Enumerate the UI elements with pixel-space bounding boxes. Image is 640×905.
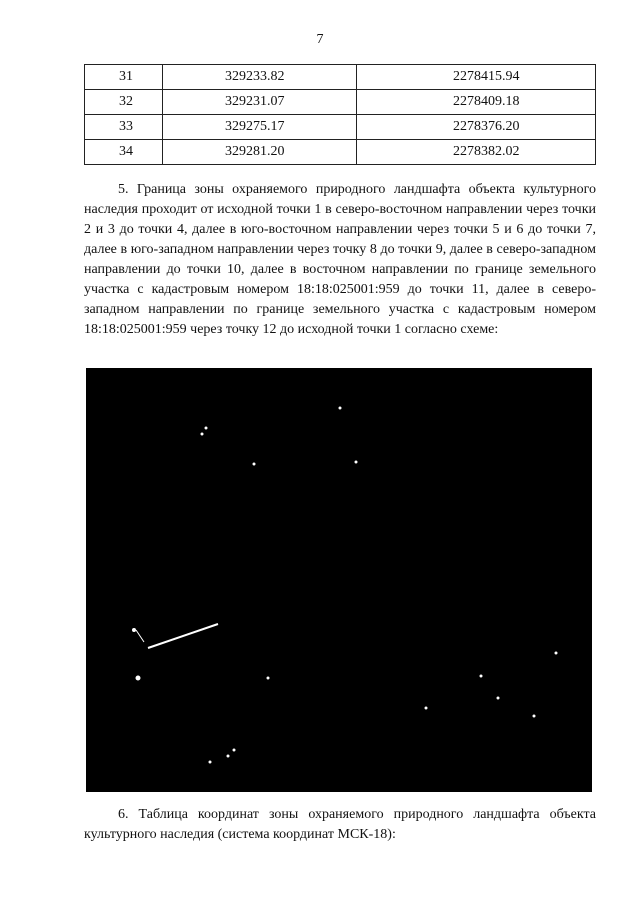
point-number-cell: 31 bbox=[85, 65, 163, 90]
table-row bbox=[85, 65, 596, 90]
speck bbox=[233, 749, 235, 751]
y-coordinate-cell: 2278415.94 bbox=[357, 65, 596, 90]
x-coordinate-cell: 329275.17 bbox=[163, 115, 357, 140]
table-row bbox=[85, 140, 596, 165]
speck bbox=[267, 677, 269, 679]
coordinates-table bbox=[84, 64, 596, 165]
speck bbox=[136, 676, 140, 680]
speck bbox=[205, 427, 207, 429]
x-coordinate-cell: 329281.20 bbox=[163, 140, 357, 165]
y-coordinate-cell: 2278409.18 bbox=[357, 90, 596, 115]
speck bbox=[555, 652, 557, 654]
speck bbox=[339, 407, 341, 409]
page-number: 7 bbox=[316, 32, 324, 47]
point-number-cell: 33 bbox=[85, 115, 163, 140]
speck bbox=[497, 697, 499, 699]
speck bbox=[425, 707, 427, 709]
table-row bbox=[85, 115, 596, 140]
speck bbox=[209, 761, 211, 763]
point-number-cell: 32 bbox=[85, 90, 163, 115]
speck bbox=[133, 629, 136, 632]
table-row bbox=[85, 90, 596, 115]
x-coordinate-cell: 329233.82 bbox=[163, 65, 357, 90]
speck bbox=[533, 715, 535, 717]
speck bbox=[253, 463, 255, 465]
scheme-graphic bbox=[86, 368, 592, 792]
section-6-paragraph: 6. Таблица координат зоны охраняемого природного ландшафта объекта культурного наследия (система координат МСК-18): bbox=[84, 807, 596, 842]
boundary-scheme-image bbox=[86, 368, 592, 792]
speck bbox=[201, 433, 203, 435]
speck bbox=[227, 755, 229, 757]
section-5-paragraph: 5. Граница зоны охраняемого природного ландшафта объекта культурного наследия проходит от исходной точки 1 в северо-восточном направлении через точки 2 и 3 до точки 4, далее в юго-восточном направлении через точки 5 и 6 до точки 7, далее в юго-западном направлении через точку 8 до точки 9, далее в северо-западном направлении до точки 10, далее в восточном направлении по границе земельного участка с кадастровым номером 18:18:025001:959 до точки 11, далее в северо-западном направлении по границе земельного участка с кадастровым номером 18:18:025001:959 через точку 12 до исходной точки 1 согласно схеме: bbox=[84, 182, 596, 337]
x-coordinate-cell: 329231.07 bbox=[163, 90, 357, 115]
scheme-background bbox=[86, 368, 592, 792]
speck bbox=[480, 675, 482, 677]
y-coordinate-cell: 2278382.02 bbox=[357, 140, 596, 165]
y-coordinate-cell: 2278376.20 bbox=[357, 115, 596, 140]
speck bbox=[355, 461, 357, 463]
point-number-cell: 34 bbox=[85, 140, 163, 165]
